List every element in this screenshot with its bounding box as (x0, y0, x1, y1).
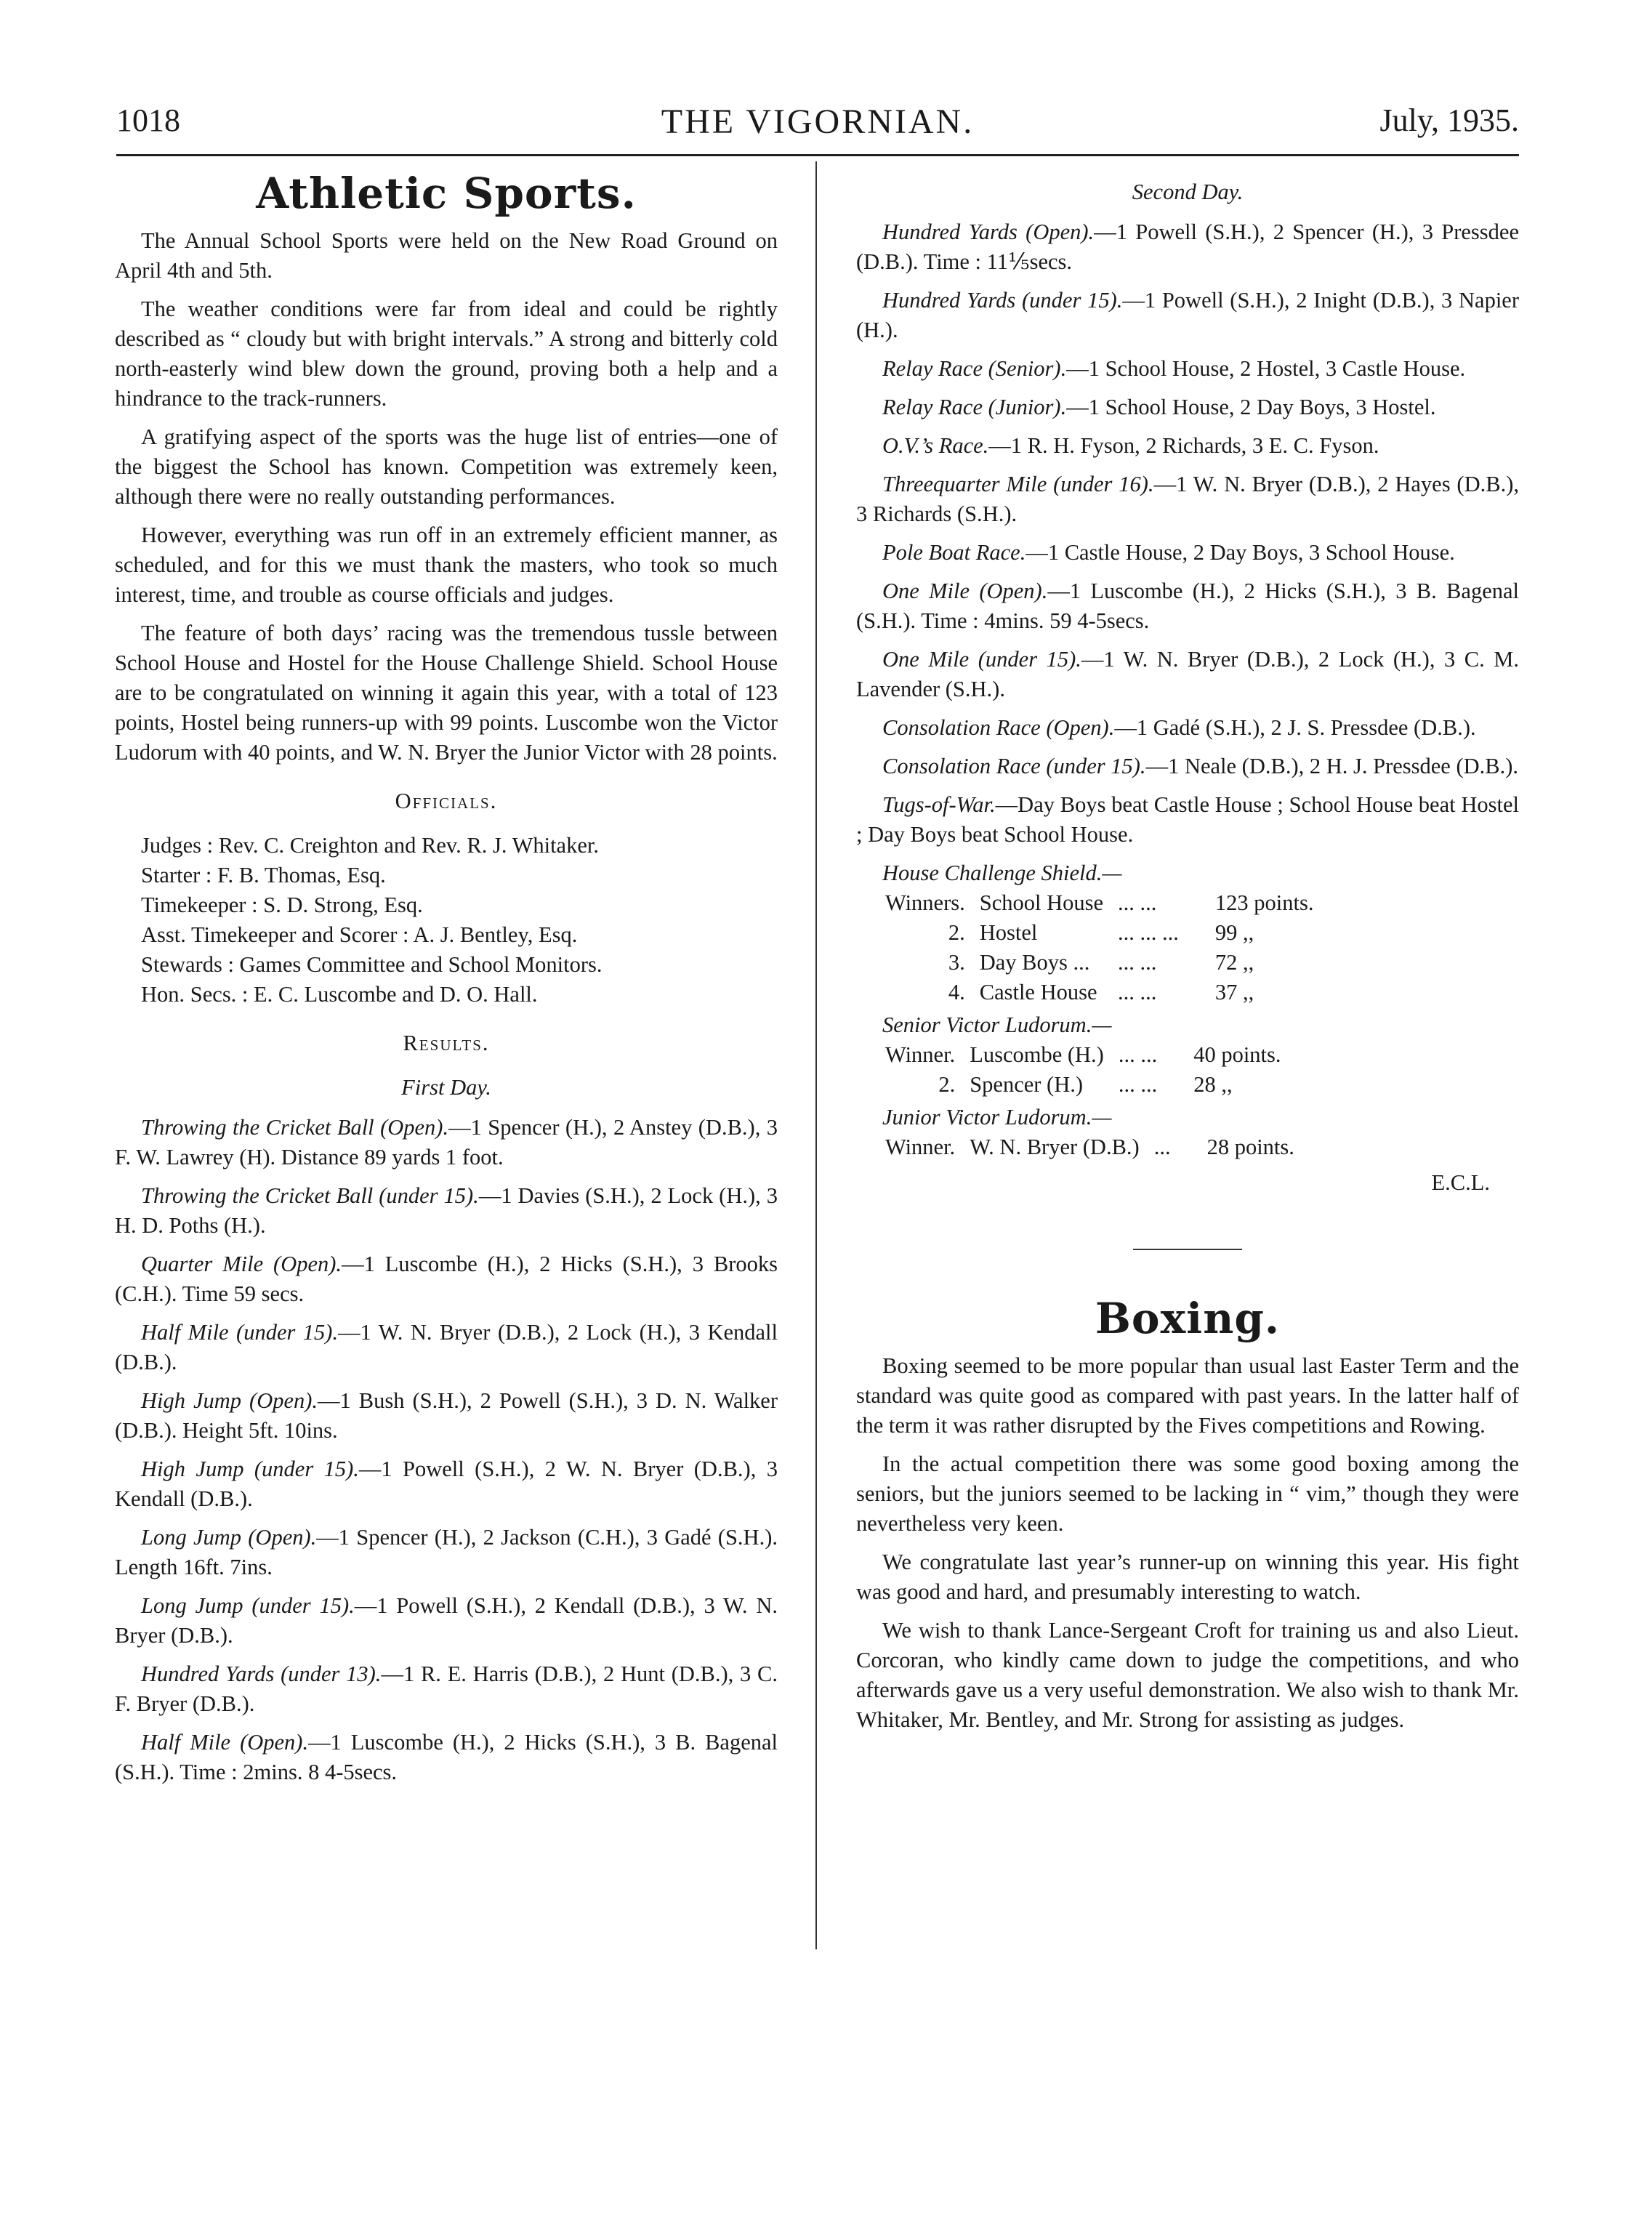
event-result: —1 Powell (S.H.), 2 W. N. Bryer (D.B.), 3 Kendall (D.B.). (115, 1457, 778, 1511)
event-name: Threequarter Mile (under 16). (882, 472, 1154, 496)
shield-paragraph: The feature of both days’ racing was the tremendous tussle between School House and Hostel for the House Challenge Shield. School House are to be congratulated on winning it again this year, with a total of 123 points, Hostel being runners-up with 99 points. Luscombe won the Victor Ludorum with 40 points, and W. N. Bryer the Junior Victor with 28 points. (115, 621, 778, 765)
junior-victor-table (878, 1132, 1302, 1162)
second-day-heading: Second Day. (1132, 180, 1244, 204)
header-rule (116, 154, 1519, 156)
event-name: Throwing the Cricket Ball (under 15). (141, 1183, 479, 1208)
left-column (115, 169, 778, 1796)
result-entry (856, 392, 1519, 422)
victor-points: 40 points. (1193, 1042, 1281, 1067)
leader-dots: ... ... ... (1118, 920, 1179, 945)
event-name: One Mile (under 15). (882, 647, 1081, 672)
leader-dots: ... ... (1118, 1072, 1158, 1097)
event-result: —1 Spencer (H.), 2 Jackson (C.H.), 3 Gadé (S.H.). Length 16ft. 7ins. (115, 1525, 778, 1579)
boxing-paragraph: Boxing seemed to be more popular than usual last Easter Term and the standard was quite good as compared with past years. In the latter half of the term it was rather disrupted by the Fives competitions and Rowing. (856, 1353, 1519, 1438)
event-result: —1 Castle House, 2 Day Boys, 3 School House. (1026, 540, 1455, 565)
event-result: —1 Gadé (S.H.), 2 J. S. Pressdee (D.B.). (1114, 715, 1476, 740)
event-result: —1 W. N. Bryer (D.B.), 2 Lock (H.), 3 Kendall (D.B.). (115, 1320, 778, 1374)
event-name: Long Jump (under 15). (141, 1593, 355, 1618)
event-name: O.V.’s Race. (882, 433, 989, 458)
table-row (878, 1070, 1289, 1100)
table-row (878, 1132, 1302, 1162)
result-entry (115, 1386, 778, 1446)
table-row (878, 948, 1321, 978)
event-name: Tugs-of-War. (882, 792, 996, 817)
result-entry (856, 752, 1519, 781)
event-result: —1 Powell (S.H.), 2 Kendall (D.B.), 3 W. N. Bryer (D.B.). (115, 1593, 778, 1648)
shield-points: 37 ,, (1214, 980, 1254, 1004)
result-entry (115, 1181, 778, 1241)
section-divider (1133, 1249, 1242, 1250)
result-entry (115, 1659, 778, 1719)
event-name: Half Mile (Open). (141, 1730, 309, 1755)
event-name: Consolation Race (Open). (882, 715, 1115, 740)
shield-points: 99 ,, (1214, 920, 1254, 945)
column-divider (815, 161, 817, 1949)
shield-pos: 3. (948, 950, 965, 975)
author-signature: E.C.L. (1431, 1170, 1490, 1195)
shield-house: Castle House (979, 980, 1097, 1004)
result-entry (856, 645, 1519, 704)
result-entry (115, 1523, 778, 1582)
leader-dots: ... ... (1118, 890, 1157, 915)
event-result: —1 W. N. Bryer (D.B.), 2 Lock (H.), 3 C. M. Lavender (S.H.). (856, 647, 1519, 701)
event-result: —1 R. H. Fyson, 2 Richards, 3 E. C. Fyson. (988, 433, 1379, 458)
result-entry (115, 1113, 778, 1172)
weather-paragraph: The weather conditions were far from ideal and could be rightly described as “ cloudy but with bright intervals.” A strong and bitterly cold north-easterly wind blew down the ground, proving both a help and a hindrance to the track-runners. (115, 297, 778, 411)
event-result: —1 Powell (S.H.), 2 Spencer (H.), 3 Pressdee (D.B.). Time : 11⅕secs. (856, 220, 1519, 274)
first-day-heading: First Day. (401, 1075, 491, 1100)
event-result: —1 Neale (D.B.), 2 H. J. Pressdee (D.B.). (1145, 754, 1519, 778)
officials-heading: Officials. (395, 789, 498, 813)
leader-dots: ... (1153, 1135, 1171, 1159)
event-result: —1 R. E. Harris (D.B.), 2 Hunt (D.B.), 3 C. F. Bryer (D.B.). (115, 1662, 778, 1716)
first-day-results (115, 1113, 778, 1787)
victor-pos: Winner. (885, 1042, 956, 1067)
victor-name: W. N. Bryer (D.B.) (970, 1135, 1140, 1159)
result-entry (115, 1454, 778, 1514)
event-result: —1 Bush (S.H.), 2 Powell (S.H.), 3 D. N. Walker (D.B.). Height 5ft. 10ins. (115, 1388, 778, 1443)
shield-pos: Winners. (885, 890, 965, 915)
official-line: Timekeeper : S. D. Strong, Esq. (141, 893, 423, 917)
victor-points: 28 ,, (1193, 1072, 1233, 1097)
event-name: One Mile (Open). (882, 579, 1048, 603)
official-line: Judges : Rev. C. Creighton and Rev. R. J. Whitaker. (141, 833, 599, 858)
right-column (856, 174, 1519, 1744)
journal-title: THE VIGORNIAN. (661, 102, 975, 141)
shield-table (878, 888, 1321, 1007)
shield-pos: 4. (948, 980, 965, 1004)
result-entry (115, 1728, 778, 1787)
table-row (878, 888, 1321, 918)
event-result: —1 School House, 2 Day Boys, 3 Hostel. (1066, 395, 1436, 419)
event-name: Half Mile (under 15). (141, 1320, 339, 1345)
table-row (878, 918, 1321, 948)
boxing-title: Boxing. (1095, 1294, 1281, 1343)
event-result: —1 W. N. Bryer (D.B.), 2 Hayes (D.B.), 3 Richards (S.H.). (856, 472, 1519, 526)
event-name: Relay Race (Senior). (882, 356, 1067, 381)
leader-dots: ... ... (1118, 950, 1157, 975)
result-entry (115, 1591, 778, 1651)
shield-house: School House (979, 890, 1104, 915)
event-name: High Jump (Open). (141, 1388, 318, 1413)
intro-paragraph: The Annual School Sports were held on the New Road Ground on April 4th and 5th. (115, 228, 778, 283)
senior-victor-heading: Senior Victor Ludorum.— (882, 1012, 1112, 1037)
officials-list (115, 831, 778, 1010)
issue-date: July, 1935. (1379, 102, 1519, 138)
event-name: Throwing the Cricket Ball (Open). (141, 1115, 449, 1140)
boxing-paragraph: We wish to thank Lance-Sergeant Croft for training us and also Lieut. Corcoran, who kindly came down to judge the competitions, and who afterwards gave us a very useful demonstration. We also wish to thank Mr. Whitaker, Mr. Bentley, and Mr. Strong for assisting as judges. (856, 1618, 1519, 1732)
official-line: Stewards : Games Committee and School Monitors. (141, 952, 603, 977)
official-line: Asst. Timekeeper and Scorer : A. J. Bentley, Esq. (141, 922, 578, 947)
event-result: —1 Powell (S.H.), 2 Inight (D.B.), 3 Napier (H.). (856, 288, 1520, 342)
page-number: 1018 (116, 102, 180, 138)
result-entry (115, 1249, 778, 1309)
boxing-paragraph: In the actual competition there was some good boxing among the seniors, but the juniors seemed to be lacking in “ vim,” though they were nevertheless very keen. (856, 1451, 1519, 1536)
result-entry (856, 790, 1519, 850)
shield-house: Day Boys ... (979, 950, 1090, 975)
event-result: —1 Luscombe (H.), 2 Hicks (S.H.), 3 B. Bagenal (S.H.). Time : 2mins. 8 4-5secs. (115, 1730, 778, 1784)
event-name: Quarter Mile (Open). (141, 1252, 342, 1276)
thanks-paragraph: However, everything was run off in an extremely efficient manner, as scheduled, and for this we must thank the masters, who took so much interest, time, and trouble as course officials and judges. (115, 523, 778, 607)
victor-name: Luscombe (H.) (970, 1042, 1104, 1067)
entries-paragraph: A gratifying aspect of the sports was the huge list of entries—one of the biggest the School has known. Competition was extremely keen, although there were no really outstanding performances. (115, 424, 778, 509)
shield-pos: 2. (948, 920, 965, 945)
shield-points: 123 points. (1214, 890, 1314, 915)
event-name: Hundred Yards (under 15). (882, 288, 1123, 313)
page-header (116, 102, 1519, 145)
official-line: Hon. Secs. : E. C. Luscombe and D. O. Hall. (141, 982, 538, 1007)
event-result: —1 School House, 2 Hostel, 3 Castle House. (1066, 356, 1466, 381)
event-result: —1 Davies (S.H.), 2 Lock (H.), 3 H. D. Poths (H.). (115, 1183, 778, 1238)
shield-heading: House Challenge Shield.— (882, 861, 1122, 885)
athletic-sports-title: Athletic Sports. (256, 169, 637, 218)
event-name: Consolation Race (under 15). (882, 754, 1146, 778)
result-entry (856, 713, 1519, 743)
result-entry (856, 538, 1519, 568)
event-result: —Day Boys beat Castle House ; School House beat Hostel ; Day Boys beat School House. (856, 792, 1519, 847)
result-entry (115, 1318, 778, 1377)
leader-dots: ... ... (1118, 1042, 1158, 1067)
junior-victor-heading: Junior Victor Ludorum.— (882, 1105, 1112, 1129)
result-entry (856, 217, 1519, 277)
result-entry (856, 286, 1519, 345)
event-name: Hundred Yards (under 13). (141, 1662, 382, 1686)
official-line: Starter : F. B. Thomas, Esq. (141, 863, 386, 887)
shield-points: 72 ,, (1214, 950, 1254, 975)
table-row (878, 1040, 1289, 1070)
results-heading: Results. (403, 1031, 490, 1055)
event-name: High Jump (under 15). (141, 1457, 359, 1481)
event-result: —1 Luscombe (H.), 2 Hicks (S.H.), 3 B. Bagenal (S.H.). Time : 4mins. 59 4-5secs. (856, 579, 1519, 633)
event-name: Pole Boat Race. (882, 540, 1026, 565)
victor-pos: Winner. (885, 1135, 956, 1159)
event-result: —1 Luscombe (H.), 2 Hicks (S.H.), 3 Brooks (C.H.). Time 59 secs. (115, 1252, 778, 1306)
victor-points: 28 points. (1206, 1135, 1294, 1159)
result-entry (856, 576, 1519, 636)
victor-name: Spencer (H.) (970, 1072, 1084, 1097)
result-entry (856, 431, 1519, 461)
table-row (878, 978, 1321, 1007)
senior-victor-table (878, 1040, 1289, 1100)
shield-house: Hostel (979, 920, 1038, 945)
victor-pos: 2. (938, 1072, 956, 1097)
second-day-results (856, 217, 1519, 850)
leader-dots: ... ... (1118, 980, 1157, 1004)
event-result: —1 Spencer (H.), 2 Anstey (D.B.), 3 F. W. Lawrey (H). Distance 89 yards 1 foot. (115, 1115, 778, 1169)
event-name: Relay Race (Junior). (882, 395, 1067, 419)
event-name: Long Jump (Open). (141, 1525, 317, 1550)
event-name: Hundred Yards (Open). (882, 220, 1095, 244)
result-entry (856, 470, 1519, 529)
boxing-paragraph: We congratulate last year’s runner-up on winning this year. His fight was good and hard, and presumably interesting to watch. (856, 1550, 1519, 1604)
result-entry (856, 354, 1519, 384)
